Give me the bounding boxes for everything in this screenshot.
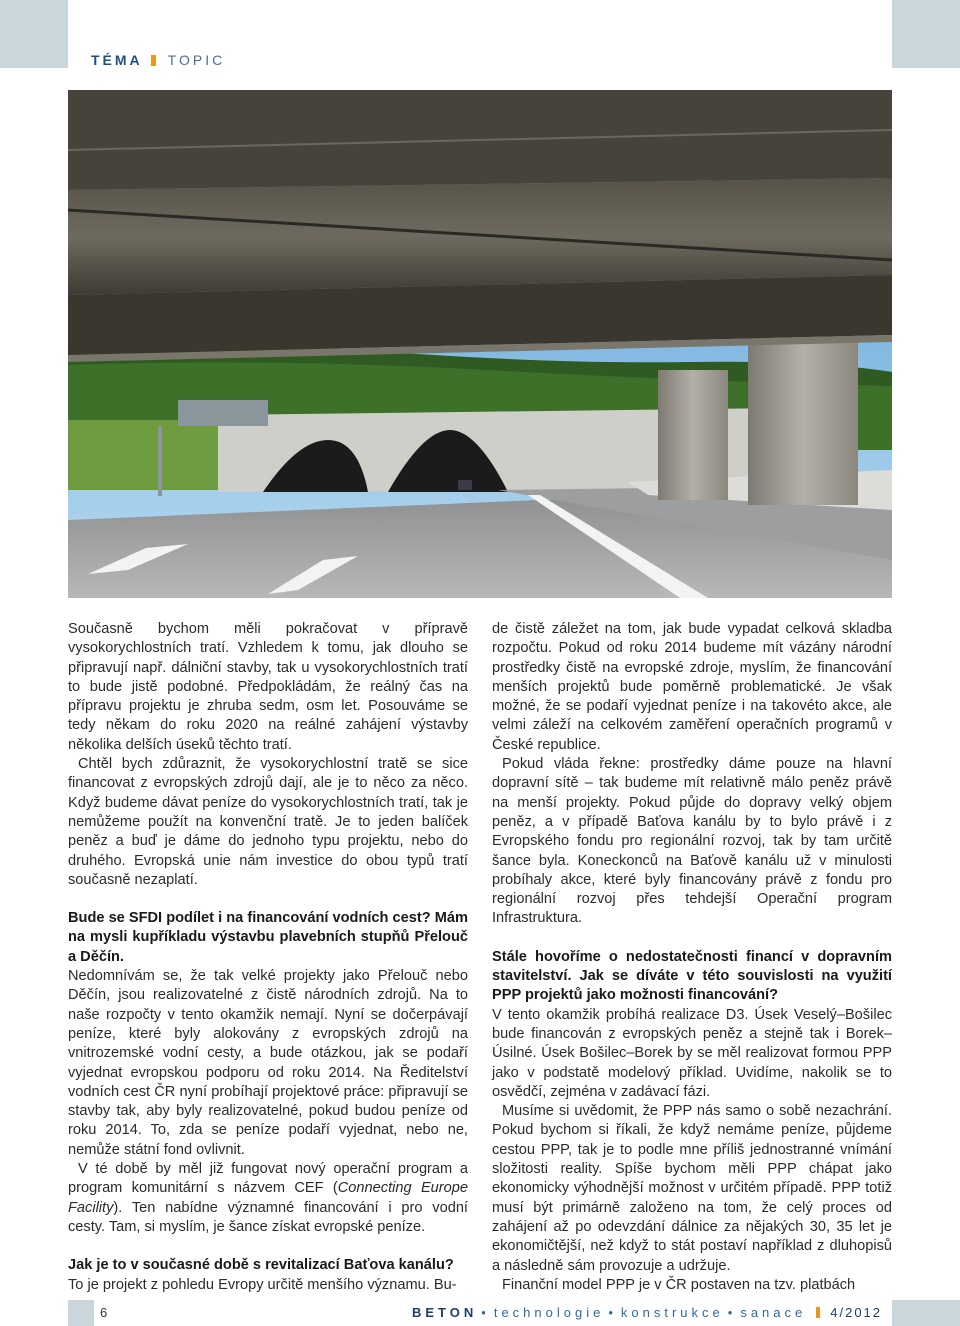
paragraph: Současně bychom měli pokračovat v přípravě vysokorychlostních tratí. Vzhledem k tomu, jak dlouho se připravují např. dálniční stavby, tak u vysokorychlostních tratí to bude jistě podobné. Předpokládám, že reálný čas na přípravu projektu je zhruba sedm, osm let. Posouváme se tedy někam do roku 2020 na reálné zahájení výstavby několika delších úseků těchto tratí. (68, 621, 468, 753)
header-topic: TOPIC (167, 52, 226, 68)
paragraph: Nedomnívám se, že tak velké projekty jako Přelouč nebo Děčín, jsou realizovatelné z čistě národních zdrojů. Na to naše rozpočty v tento okamžik nemají. Nyní se dočerpávají peníze, které byly alokovány z evropských zdrojů na vnitrozemské vodní cesty, a bude otázkou, jak se podaří vyjednat evropskou podporu od roku 2014. Na Ředitelství vodních cest ČR nyní probíhají projektové práce: připravují se stavby tak, aby byly realizovatelné, pokud budou peníze od roku 2014. To, zda se peníze podaří vyjednat, nebo ne, nemůže státní fond ovlivnit. (68, 968, 468, 1158)
bullet-icon: • (608, 1305, 617, 1320)
footer-keyword: technologie (493, 1305, 605, 1320)
paragraph: To je projekt z pohledu Evropy určitě menšího významu. Bu- (68, 1276, 457, 1293)
paragraph: Musíme si uvědomit, že PPP nás samo o sobě nezachrání. Pokud bychom si říkali, že když nemáme peníze, půjdeme cestou PPP, tak je to podle mne příliš jednostranné vnímání složitosti reality. Spíše bychom měli PPP chápat jako ekonomicky výhodnější možnost v určitém případě. PPP totiž musí být primárně založeno na tom, že celý proces od zahájení až po odevzdání dálnice za nějakých 30, 35 let je ekonomičtější, než když to stát postaví například z dluhopisů a následně sám provozuje a udržuje. (492, 1103, 892, 1274)
magazine-footer (412, 1305, 882, 1320)
paragraph: Finanční model PPP je v ČR postaven na tzv. platbách (502, 1276, 856, 1293)
footer-keyword: konstrukce (620, 1305, 724, 1320)
header-tema: TÉMA (91, 52, 143, 68)
paragraph-text: V té době by měl již fungovat nový operační program a program komunitární s názvem CEF ( (68, 1161, 468, 1197)
corner-block-bottom-right (892, 1300, 960, 1326)
paragraph: V tento okamžik probíhá realizace D3. Úsek Veselý–Bošilec bude financován z evropských peněz a stejně tak i Borek–Úsilné. Úsek Bošilec–Borek by se měl realizovat formou PPP jako v podstatě modelový příklad. Uvidíme, nakolik se to osvědčí, zejména v zadávací fázi. (492, 1006, 892, 1100)
corner-block-top-left (0, 0, 68, 68)
paragraph: Chtěl bych zdůraznit, že vysokorychlostní tratě se sice financovat z evropských zdrojů dají, ale je to něco za něco. Když budeme dávat peníze do vysokorychlostních tratí, tak je nemůžeme použít na konvenční tratě. Je to jeden balíček peněz a buď je dáme do jednoho typu projektu, nebo do druhého. Evropská unie nám investice do obou typů tratí současně nezaplatí. (68, 756, 468, 888)
interview-question: Bude se SFDI podílet i na financování vodních cest? Mám na mysli kupříkladu výstavbu plavebních stupňů Přelouč a Děčín. (68, 910, 468, 965)
corner-block-top-right (892, 0, 960, 68)
magazine-name: BETON (412, 1305, 478, 1320)
bullet-icon: • (727, 1305, 737, 1320)
paragraph-italic-text: Connecting Europe Facility (68, 1180, 468, 1216)
corner-block-bottom-left (68, 1300, 94, 1326)
highway-overpass-tunnel-photo (68, 90, 892, 598)
bullet-icon: • (481, 1305, 490, 1320)
interview-question: Jak je to v současné době s revitalizací Baťova kanálu? (68, 1257, 454, 1274)
paragraph: Pokud vláda řekne: prostředky dáme pouze na hlavní dopravní sítě – tak budeme mít relativně málo peněz právě na menší projekty. Pokud půjde do dopravy velký objem peněz, a v případě Baťova kanálu by to bylo právě i z Evropského fondu pro regionální rozvoj, tak by tam určitě šance byla. Koneckonců na Baťově kanálu už v minulosti probíhaly akce, které byly financovány právě z fondu pro regionální rozvoj přes tehdejší Operační program Infrastruktura. (492, 756, 892, 927)
footer-separator-mark (816, 1307, 820, 1318)
text-column-left (68, 620, 468, 1295)
section-header (91, 52, 225, 68)
paragraph (68, 1160, 468, 1237)
interview-question: Stále hovoříme o nedostatečnosti financí v dopravním stavitelství. Jak se díváte v této souvislosti na využití PPP projektů jako možnosti financování? (492, 948, 892, 1004)
issue-number: 4/2012 (830, 1305, 883, 1320)
footer-keyword: sanace (740, 1305, 807, 1320)
paragraph: de čistě záležet na tom, jak bude vypadat celková skladba rozpočtu. Pokud od roku 2014 budeme mít vázány národní prostředky čistě na evropské zdroje, myslím, že financování menších projektů bude poměrně problematické. Je však možné, že se podaří vyjednat peníze i na takovéto akce, ale velmi záleží na celkovém zaměření operačních programů v České republice. (492, 621, 892, 753)
text-column-right (492, 620, 892, 1295)
header-separator-mark (151, 55, 156, 66)
page-number: 6 (100, 1305, 108, 1320)
paragraph-text: ). Ten nabídne významné financování i pro vodní cesty. Tam, si myslím, je šance získat evropské peníze. (68, 1199, 468, 1235)
